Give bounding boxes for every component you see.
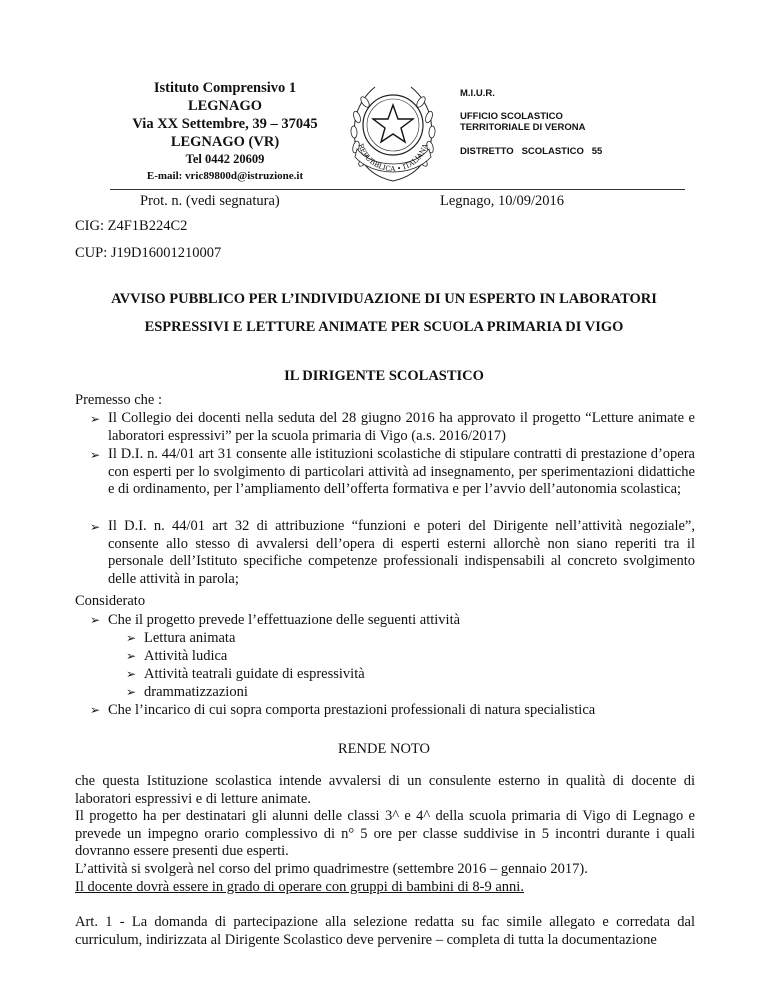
school-city-province: LEGNAGO (VR) <box>170 134 280 150</box>
list-item <box>126 647 695 665</box>
premesso-item-2: Il D.I. n. 44/01 art 31 consente alle istituzioni scolastiche di stipulare contratti di prestazione d’opera con esperti per lo svolgimento di particolari attività ad insegnamento, per sperimentazioni didattiche e di ordinamento, per l’ampliamento dell’offerta formativa e per l’avvio dell’autonomia scolastica; <box>108 446 695 497</box>
header-divider <box>110 189 685 190</box>
school-name: Istituto Comprensivo 1 <box>153 80 297 96</box>
bullet-arrow-icon: ➢ <box>90 448 101 462</box>
body-paragraph-1: che questa Istituzione scolastica intende avvalersi di un consulente esterno in qualità di docente di laboratori espressivi e di letture animate. <box>75 773 695 807</box>
premesso-list <box>90 410 695 588</box>
considerato-item-1: Che il progetto prevede l’effettuazione delle seguenti attività <box>108 612 461 628</box>
list-item <box>90 611 695 629</box>
body-paragraph-2: Il progetto ha per destinatari gli alunni delle classi 3^ e 4^ della scuola primaria di Vigo di Legnago e prevede un impegno orario complessivo di n° 5 ore per classe suddivise in 5 incontri durante i quali dovranno essere presenti due esperti. <box>75 808 695 859</box>
bullet-arrow-icon: ➢ <box>90 703 101 717</box>
bullet-arrow-icon: ➢ <box>126 649 137 663</box>
ministry-header <box>460 88 690 157</box>
premesso-item-1: Il Collegio dei docenti nella seduta del 28 giugno 2016 ha approvato il progetto “Letture animate e laboratori espressivi” per la scuola primaria di Vigo (a.s. 2016/2017) <box>108 410 695 444</box>
activity-item: drammatizzazioni <box>144 684 248 700</box>
considerato-label: Considerato <box>75 593 146 609</box>
bullet-arrow-icon: ➢ <box>126 685 137 699</box>
considerato-item-2: Che l’incarico di cui sopra comporta prestazioni professionali di natura specialistica <box>108 702 596 718</box>
cig-code: CIG: Z4F1B224C2 <box>75 218 188 234</box>
activity-item: Lettura animata <box>144 630 236 646</box>
premesso-item-3: Il D.I. n. 44/01 art 32 di attribuzione “funzioni e poteri del Dirigente nell’attività negoziale”, consente allo stesso di avvalersi dell’opera di esperti esterni allorchè non siano reperiti tra il personale dell’Istituto specifiche competenze professionali indispensabili al concreto svolgimento delle attività in parola; <box>108 518 695 587</box>
list-item <box>126 665 695 683</box>
office-territory: TERRITORIALE DI VERONA <box>460 122 586 133</box>
school-city: LEGNAGO <box>187 98 263 114</box>
bullet-arrow-icon: ➢ <box>90 412 101 426</box>
school-phone: Tel 0442 20609 <box>185 152 265 166</box>
list-item <box>90 446 695 518</box>
list-item <box>90 410 695 446</box>
issuer-heading: IL DIRIGENTE SCOLASTICO <box>284 368 484 384</box>
activities-list <box>90 629 695 701</box>
office-name: UFFICIO SCOLASTICO <box>460 111 563 122</box>
bullet-arrow-icon: ➢ <box>126 631 137 645</box>
article-1-paragraph: Art. 1 - La domanda di partecipazione alla selezione redatta su fac simile allegato e corredata dal curriculum, indirizzata al Dirigente Scolastico deve pervenire – completa di tutta la documentazione <box>75 914 695 948</box>
bullet-arrow-icon: ➢ <box>90 613 101 627</box>
activity-item: Attività ludica <box>144 648 228 664</box>
bullet-arrow-icon: ➢ <box>90 520 101 534</box>
italian-republic-emblem <box>343 77 443 189</box>
premesso-label: Premesso che : <box>75 392 162 408</box>
protocol-number: Prot. n. (vedi segnatura) <box>140 193 280 209</box>
cup-code: CUP: J19D16001210007 <box>75 245 222 261</box>
notice-title-line2: ESPRESSIVI E LETTURE ANIMATE PER SCUOLA PRIMARIA DI VIGO <box>144 319 624 335</box>
list-item <box>126 683 695 701</box>
school-address: Via XX Settembre, 39 – 37045 <box>132 116 318 132</box>
list-item <box>90 518 695 588</box>
ministry-name: M.I.U.R. <box>460 88 495 99</box>
body-paragraph-4: Il docente dovrà essere in grado di operare con gruppi di bambini di 8-9 anni. <box>75 879 524 895</box>
body-paragraph-3: L’attività si svolgerà nel corso del primo quadrimestre (settembre 2016 – gennaio 2017). <box>75 861 588 877</box>
notice-title-line1: AVVISO PUBBLICO PER L’INDIVIDUAZIONE DI UN ESPERTO IN LABORATORI <box>111 291 657 307</box>
list-item <box>126 629 695 647</box>
emblem-ribbon-text: REPUBBLICA • ITALIANA <box>356 142 430 174</box>
place-date: Legnago, 10/09/2016 <box>440 193 565 209</box>
school-header <box>110 79 340 184</box>
considerato-list <box>90 611 695 719</box>
rende-noto-heading: RENDE NOTO <box>338 741 430 757</box>
activity-item: Attività teatrali guidate di espressività <box>144 666 365 682</box>
school-email: E-mail: vric89800d@istruzione.it <box>146 170 304 182</box>
bullet-arrow-icon: ➢ <box>126 667 137 681</box>
school-district: DISTRETTO SCOLASTICO 55 <box>460 146 603 157</box>
list-item <box>90 701 695 719</box>
